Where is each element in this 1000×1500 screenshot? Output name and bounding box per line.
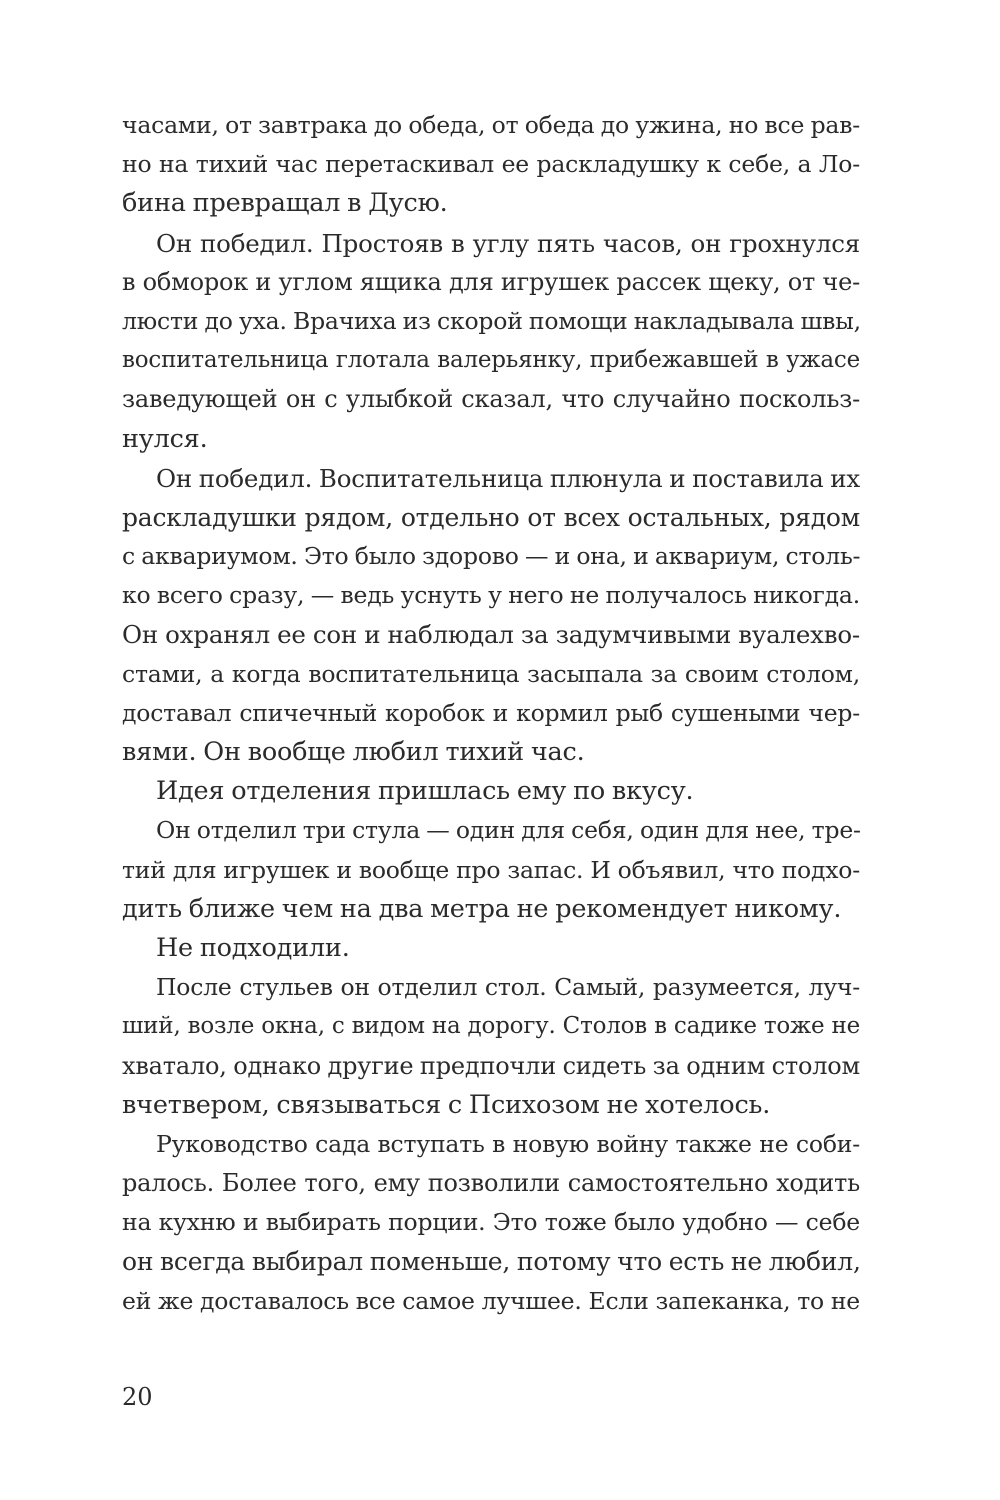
text-line: Он охранял ее сон и наблюдал за задумчивыми вуалехво- xyxy=(122,620,860,650)
text-line: он всегда выбирал поменьше, потому что есть не любил, xyxy=(122,1247,861,1277)
text-line: нулся. xyxy=(122,423,208,454)
text-line: Он отделил три стула — один для себя, один для нее, тре- xyxy=(156,816,861,845)
page-number: 20 xyxy=(122,1383,153,1411)
text-line: на кухню и выбирать порции. Это тоже было удобно — себе xyxy=(122,1208,860,1237)
text-line: дить ближе чем на два метра не рекомендует никому. xyxy=(122,893,842,924)
text-line: доставал спичечный коробок и кормил рыб сушеными чер- xyxy=(122,698,860,727)
text-line: но на тихий час перетаскивал ее раскладушку к себе, а Ло- xyxy=(122,150,860,179)
text-line: бина превращал в Дусю. xyxy=(122,188,448,219)
text-line: вями. Он вообще любил тихий час. xyxy=(122,737,585,767)
text-line: Руководство сада вступать в новую войну также не соби- xyxy=(156,1129,860,1158)
text-line: люсти до уха. Врачиха из скорой помощи накладывала швы, xyxy=(122,306,861,335)
text-line: Идея отделения пришлась ему по вкусу. xyxy=(156,776,694,807)
text-line: Он победил. Простояв в углу пять часов, он грохнулся xyxy=(156,228,860,258)
text-line: тий для игрушек и вообще про запас. И объявил, что подхо- xyxy=(122,855,860,884)
body-text xyxy=(122,106,860,1321)
text-line: хватало, однако другие предпочли сидеть за одним столом xyxy=(122,1051,860,1080)
text-line: Не подходили. xyxy=(156,932,350,963)
text-line: стами, а когда воспитательница засыпала за своим столом, xyxy=(122,659,860,688)
text-line: заведующей он с улыбкой сказал, что случайно поскольз- xyxy=(122,385,860,414)
text-line: вчетвером, связываться с Психозом не хотелось. xyxy=(122,1089,771,1120)
text-line: часами, от завтрака до обеда, от обеда до ужина, но все рав- xyxy=(122,111,860,139)
text-line: раскладушки рядом, отдельно от всех остальных, рядом xyxy=(122,502,860,532)
text-line: ей же доставалось все самое лучшее. Если запеканка, то не xyxy=(122,1286,860,1315)
text-line: ко всего сразу, — ведь уснуть у него не получалось никогда. xyxy=(122,581,860,610)
text-line: в обморок и углом ящика для игрушек рассек щеку, от че- xyxy=(122,267,860,296)
text-line: ралось. Более того, ему позволили самостоятельно ходить xyxy=(122,1169,860,1198)
text-line: воспитательница глотала валерьянку, прибежавшей в ужасе xyxy=(122,347,860,374)
text-line: Он победил. Воспитательница плюнула и поставила их xyxy=(156,463,860,493)
text-line: с аквариумом. Это было здорово — и она, и аквариум, столь- xyxy=(122,542,861,571)
text-line: После стульев он отделил стол. Самый, разумеется, луч- xyxy=(156,973,860,1002)
text-line: ший, возле окна, с видом на дорогу. Столов в садике тоже не xyxy=(122,1013,860,1040)
